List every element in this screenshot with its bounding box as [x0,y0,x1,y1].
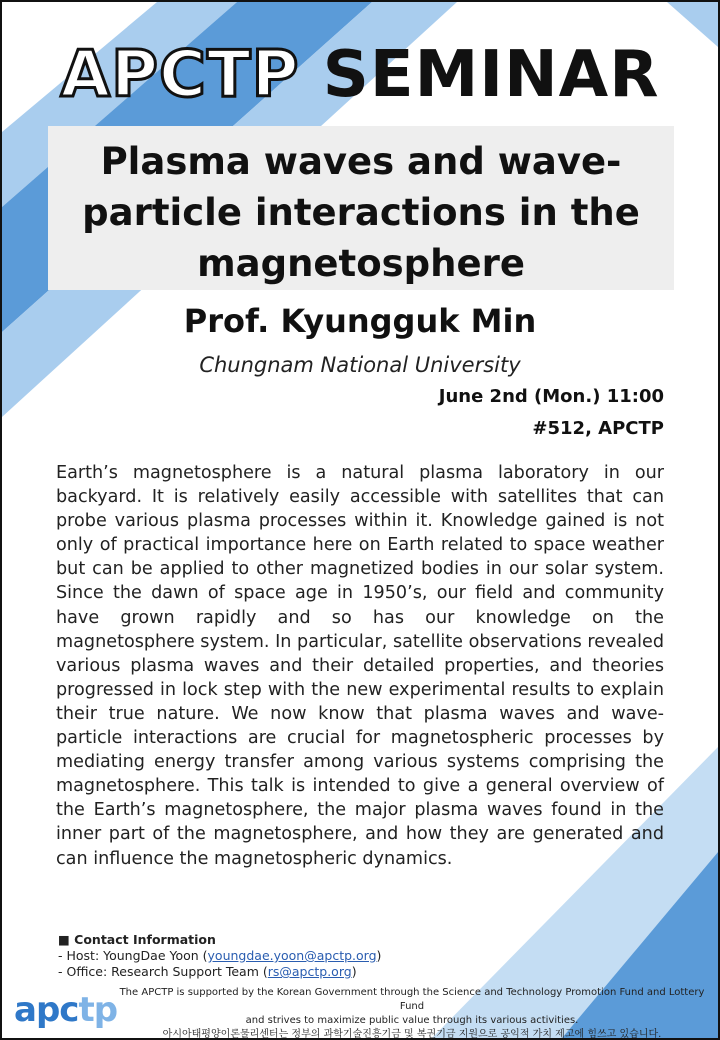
host-email-link[interactable]: youngdae.yoon@apctp.org [207,948,377,963]
header-brand: APCTP [60,38,300,112]
office-close-paren: ) [351,964,357,979]
abstract-text: Earth’s magnetosphere is a natural plasma laboratory in our backyard. It is relatively easily accessible with satellites that can probe various plasma processes within it. Knowledge gained is not only of practical importance here on Earth related to space weather but can be applied to other magnetized bodies in our solar system. Since the dawn of space age in 1950’s, our field and community have grown rapidly and so has our knowledge on the magnetosphere system. In particular, satellite observations revealed various plasma waves and their detailed properties, and theories progressed in lock step with the new experimental results to explain their true nature. We now know that plasma waves and wave-particle interactions are crucial for magnetospheric processes by mediating energy transfer among various systems comprising the magnetosphere. This talk is intended to give a general overview of the Earth’s magnetosphere, the major plasma waves found in the inner part of the magnetosphere, and how they are generated and can influence the magnetospheric dynamics. [56,463,664,869]
header-word: SEMINAR [322,38,660,112]
contact-heading: ■ Contact Information [58,932,216,947]
logo-part-tp: tp [78,990,118,1030]
office-email-link[interactable]: rs@apctp.org [267,964,352,979]
footer-line-1: The APCTP is supported by the Korean Government through the Science and Technology Promotion Fund and Lottery Fund [119,987,705,1012]
contact-host [58,948,381,964]
funding-footer [110,986,714,1040]
speaker-name: Prof. Kyungguk Min [183,302,537,340]
logo-part-apc: apc [14,990,79,1030]
talk-title: Plasma waves and wave-particle interactions in the magnetosphere [82,140,640,285]
seminar-venue: #512, APCTP [532,418,664,439]
host-close-paren: ) [376,948,382,963]
office-label: - Office: Research Support Team ( [58,964,268,979]
contact-office [58,964,381,980]
contact-info [58,932,381,980]
seminar-header [2,38,718,112]
apctp-logo [14,990,117,1030]
footer-line-3: 아시아태평양이론물리센터는 정부의 과학기술진흥기금 및 복권기금 지원으로 공익적 가치 제고에 힘쓰고 있습니다. [162,1029,662,1040]
speaker-affiliation: Chungnam National University [199,353,521,377]
footer-line-2: and strives to maximize public value through its various activities. [245,1015,579,1026]
seminar-datetime: June 2nd (Mon.) 11:00 [438,386,664,407]
host-label: - Host: YoungDae Yoon ( [58,948,208,963]
